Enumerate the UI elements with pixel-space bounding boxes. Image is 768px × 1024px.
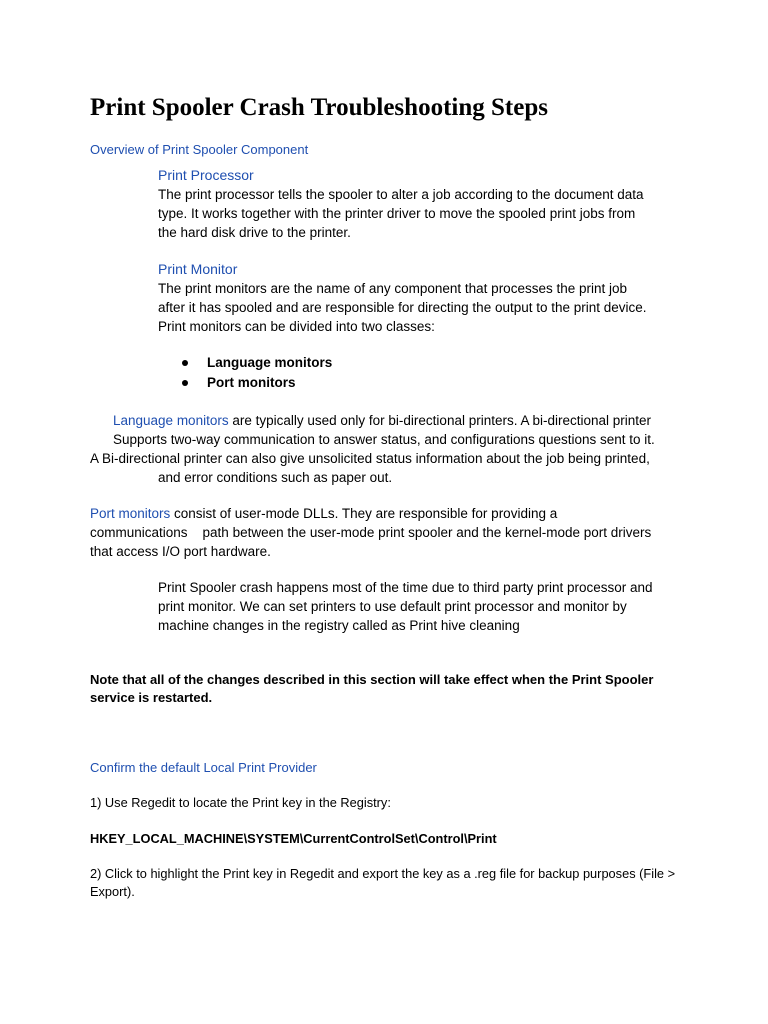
language-monitors-line-4: and error conditions such as paper out. [158, 470, 393, 485]
language-monitors-line-3: A Bi-directional printer can also give unsolicited status information about the job being printed, [90, 451, 650, 466]
paragraph-line: The print monitors are the name of any component that processes the print job [158, 281, 628, 296]
port-monitors-line-3: that access I/O port hardware. [90, 544, 271, 559]
crash-note-paragraph [158, 578, 653, 635]
language-monitors-line-1 [113, 411, 651, 430]
print-processor-heading: Print Processor [158, 167, 254, 183]
overview-heading: Overview of Print Spooler Component [90, 142, 309, 157]
paragraph-line: type. It works together with the printer driver to move the spooled print jobs from [158, 206, 636, 221]
port-monitors-term: Port monitors [90, 506, 171, 521]
page-title: Print Spooler Crash Troubleshooting Steps [90, 94, 548, 121]
port-monitors-line-2: communications path between the user-mode print spooler and the kernel-mode port drivers [90, 525, 652, 540]
paragraph-line: machine changes in the registry called as Print hive cleaning [158, 618, 520, 633]
bullet-icon [182, 380, 188, 386]
language-monitors-term: Language monitors [113, 413, 229, 428]
language-monitors-text: are typically used only for bi-directional printers. A bi-directional printer [228, 413, 652, 428]
confirm-provider-heading: Confirm the default Local Print Provider [90, 760, 317, 775]
bullet-item-language-monitors: Language monitors [207, 355, 333, 370]
paragraph-line: The print processor tells the spooler to alter a job according to the document data [158, 187, 644, 202]
paragraph-line: after it has spooled and are responsible for directing the output to the print device. [158, 300, 647, 315]
port-monitors-line-1 [90, 504, 557, 523]
port-monitors-text: consist of user-mode DLLs. They are responsible for providing a [170, 506, 558, 521]
step-2-line-1: 2) Click to highlight the Print key in Regedit and export the key as a .reg file for backup purposes (File > [90, 866, 676, 881]
paragraph-line: print monitor. We can set printers to use default print processor and monitor by [158, 599, 627, 614]
print-monitor-heading: Print Monitor [158, 261, 238, 277]
language-monitors-line-2: Supports two-way communication to answer status, and configurations questions sent to it. [113, 432, 655, 447]
bullet-item-port-monitors: Port monitors [207, 375, 296, 390]
paragraph-line: the hard disk drive to the printer. [158, 225, 351, 240]
paragraph-line: Print Spooler crash happens most of the time due to third party print processor and [158, 580, 653, 595]
step-2-line-2: Export). [90, 884, 135, 899]
paragraph-line: Print monitors can be divided into two classes: [158, 319, 435, 334]
print-processor-paragraph [158, 185, 644, 242]
step-1-text: 1) Use Regedit to locate the Print key in the Registry: [90, 795, 391, 810]
bullet-icon [182, 360, 188, 366]
restart-note: Note that all of the changes described in this section will take effect when the Print Spooler service is restarted. [90, 672, 654, 705]
registry-key-path: HKEY_LOCAL_MACHINE\SYSTEM\CurrentControlSet\Control\Print [90, 831, 497, 846]
print-monitor-paragraph [158, 279, 647, 336]
